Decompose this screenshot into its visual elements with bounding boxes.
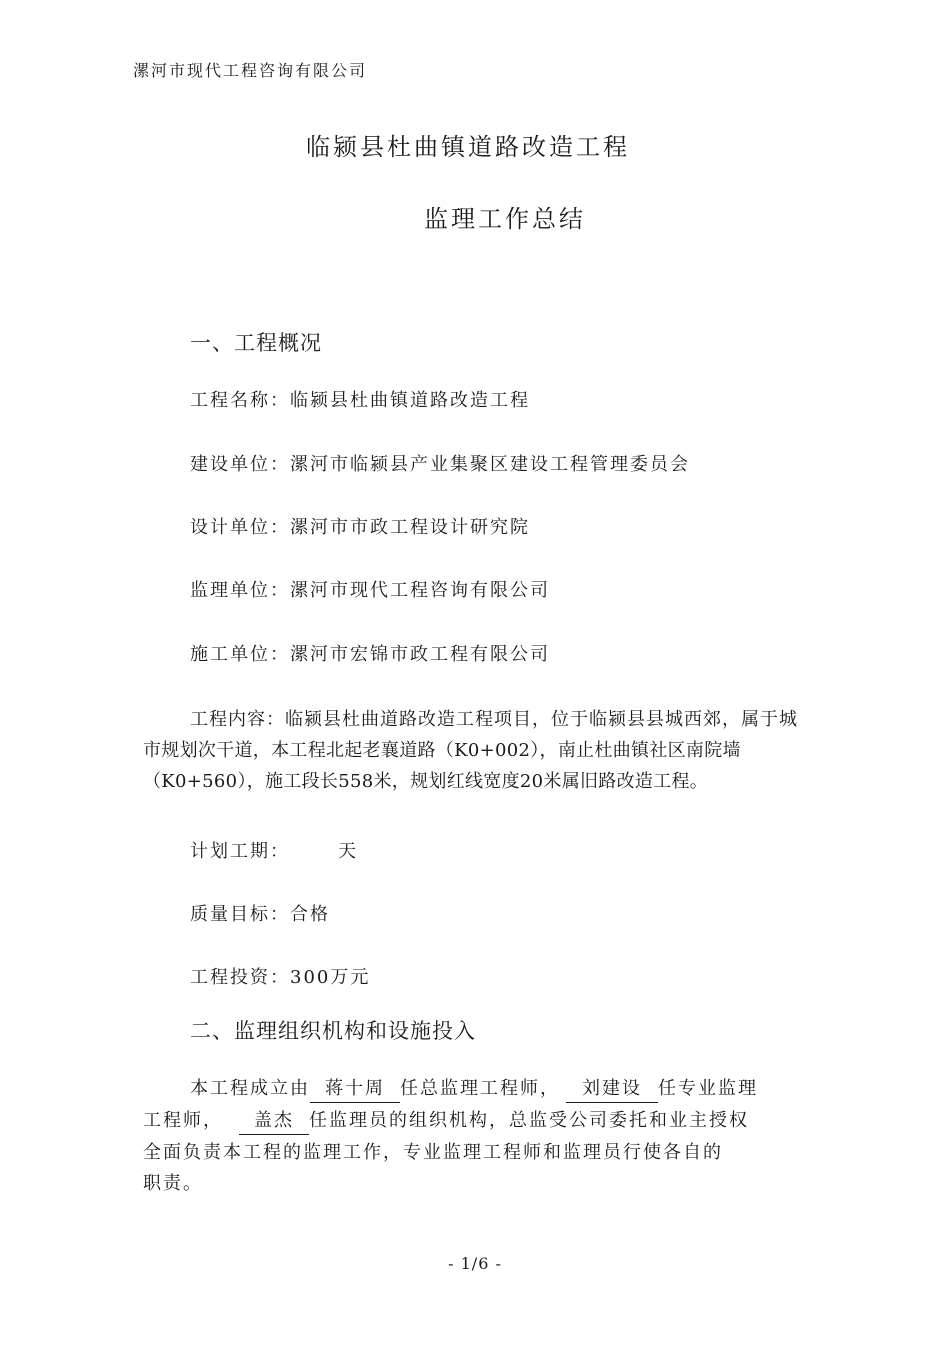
org-text-2: 任总监理工程师，	[400, 1078, 560, 1099]
field-construction-unit: 施工单位：漯河市宏锦市政工程有限公司	[190, 644, 550, 665]
org-paragraph-line-3: 全面负责本工程的监理工作，专业监理工程师和监理员行使各自的	[143, 1142, 723, 1163]
document-title: 临颍县杜曲镇道路改造工程	[306, 133, 630, 161]
project-content-line-1: 工程内容：临颍县杜曲道路改造工程项目，位于临颍县县城西郊，属于城	[190, 709, 798, 730]
inspector-name: 盖杰	[239, 1108, 309, 1135]
field-owner-unit: 建设单位：漯河市临颍县产业集聚区建设工程管理委员会	[190, 454, 690, 475]
org-text-4: 工程师，	[143, 1110, 223, 1131]
section-heading-overview: 一、工程概况	[190, 331, 322, 355]
field-investment: 工程投资：300万元	[190, 967, 371, 988]
org-text-1: 本工程成立由	[190, 1078, 310, 1099]
field-quality-target: 质量目标：合格	[190, 904, 330, 925]
project-content-line-3: （K0+560），施工段长558米，规划红线宽度20米属旧路改造工程。	[143, 771, 709, 792]
schedule-unit: 天	[338, 841, 358, 862]
field-design-unit: 设计单位：漯河市市政工程设计研究院	[190, 517, 530, 538]
field-schedule	[190, 837, 358, 863]
document-subtitle: 监理工作总结	[424, 205, 586, 233]
page-header: 漯河市现代工程咨询有限公司	[133, 61, 368, 80]
section-heading-organization: 二、监理组织机构和设施投入	[190, 1019, 476, 1043]
org-paragraph-line-2	[143, 1106, 749, 1135]
page-number: - 1/6 -	[448, 1254, 502, 1273]
org-text-3: 任专业监理	[658, 1078, 758, 1099]
specialist-engineer-name: 刘建设	[566, 1076, 658, 1103]
chief-engineer-name: 蒋十周	[310, 1076, 400, 1103]
org-paragraph-line-4: 职责。	[143, 1173, 203, 1194]
project-content-line-2: 市规划次干道，本工程北起老襄道路（K0+002），南止杜曲镇社区南院墙	[143, 740, 741, 761]
org-text-5: 任监理员的组织机构，总监受公司委托和业主授权	[309, 1110, 749, 1131]
org-paragraph-line-1	[190, 1074, 758, 1103]
field-project-name: 工程名称：临颍县杜曲镇道路改造工程	[190, 390, 530, 411]
schedule-label: 计划工期：	[190, 841, 290, 862]
field-supervision-unit: 监理单位：漯河市现代工程咨询有限公司	[190, 580, 550, 601]
